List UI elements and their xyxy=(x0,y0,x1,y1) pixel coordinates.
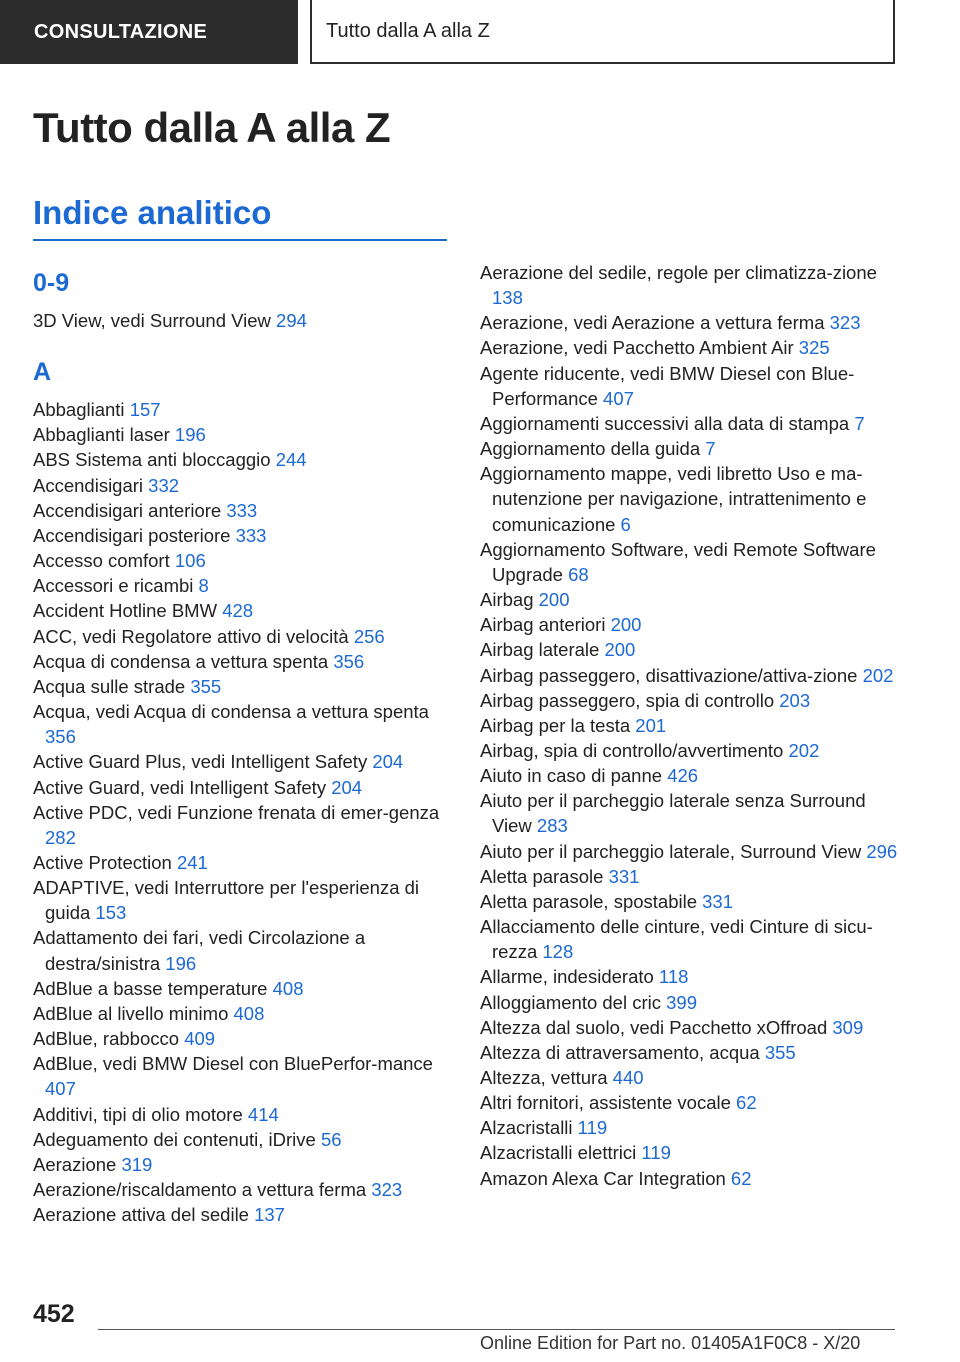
index-entry xyxy=(480,1166,900,1191)
index-entry-text: Aerazione, vedi Pacchetto Ambient Air xyxy=(480,337,794,359)
index-entry xyxy=(480,260,900,310)
index-entry-text: ABS Sistema anti bloccaggio xyxy=(33,449,271,471)
index-entry-page-link[interactable]: 137 xyxy=(254,1204,285,1226)
index-entry xyxy=(33,649,445,674)
index-entry-page-link[interactable]: 202 xyxy=(788,739,820,761)
index-entry-page-link[interactable]: 399 xyxy=(666,991,697,1013)
index-entry-text: Accident Hotline BMW xyxy=(33,600,218,622)
index-entry xyxy=(33,749,445,774)
index-entry-text: Aggiornamento Software, vedi Remote Software Upgrade xyxy=(480,538,876,585)
index-entry-text: Altri fornitori, assistente vocale xyxy=(480,1092,731,1114)
index-entry xyxy=(33,1102,445,1127)
index-entry-page-link[interactable]: 153 xyxy=(95,902,127,924)
index-entry-text: Allarme, indesiderato xyxy=(480,966,654,988)
index-entry-page-link[interactable]: 296 xyxy=(866,840,898,862)
index-entry-page-link[interactable]: 440 xyxy=(612,1067,644,1088)
index-entry-text: Active Guard Plus, vedi Intelligent Safety xyxy=(33,751,368,773)
index-entry xyxy=(480,587,900,612)
index-entry-text: Amazon Alexa Car Integration xyxy=(480,1167,726,1189)
index-entry-text: Accessori e ricambi xyxy=(33,575,194,597)
index-entry-page-link[interactable]: 119 xyxy=(641,1142,671,1164)
page-number: 452 xyxy=(33,1300,75,1328)
index-entry-page-link[interactable]: 200 xyxy=(610,614,642,636)
index-entry-page-link[interactable]: 128 xyxy=(542,941,574,963)
index-entry xyxy=(33,308,445,333)
index-entry xyxy=(480,335,900,360)
index-entry-text: Alzacristalli elettrici xyxy=(480,1142,637,1164)
index-entry xyxy=(33,850,445,875)
index-entry-page-link[interactable]: 333 xyxy=(226,499,258,521)
index-entry-page-link[interactable]: 204 xyxy=(331,776,363,798)
index-entry xyxy=(480,864,900,889)
index-entry-text: ACC, vedi Regolatore attivo di velocità xyxy=(33,625,349,647)
index-entry-page-link[interactable]: 414 xyxy=(247,1103,279,1125)
index-entry xyxy=(480,310,900,335)
index-entry-page-link[interactable]: 356 xyxy=(333,650,365,672)
index-entry-text: AdBlue a basse temperature xyxy=(33,977,268,999)
index-entry xyxy=(33,422,445,447)
index-entry-text: ADAPTIVE, vedi Interruttore per l'esperienza di guida xyxy=(33,877,420,924)
index-entry-text: Aerazione xyxy=(33,1153,117,1175)
index-entry-text: Airbag xyxy=(480,589,534,611)
index-entry xyxy=(480,688,900,713)
index-entry-page-link[interactable]: 426 xyxy=(667,765,699,787)
index-entry-page-link[interactable]: 408 xyxy=(272,977,304,999)
index-entry-text: Alloggiamento del cric xyxy=(480,991,661,1013)
index-entry-page-link[interactable]: 157 xyxy=(129,399,161,421)
index-entry-page-link[interactable]: 200 xyxy=(538,589,570,611)
index-entry xyxy=(480,1065,900,1090)
index-entry-page-link[interactable]: 119 xyxy=(577,1117,608,1139)
index-entry-text: Airbag laterale xyxy=(480,639,600,661)
index-entry xyxy=(33,397,445,422)
index-entry-text: Acqua sulle strade xyxy=(33,675,186,697)
index-entry xyxy=(33,976,445,1001)
index-entry xyxy=(33,1177,445,1202)
footer-divider xyxy=(98,1329,895,1330)
index-entry xyxy=(33,1152,445,1177)
index-entry-text: AdBlue, rabbocco xyxy=(33,1028,180,1050)
index-entry-text: Aggiornamento della guida xyxy=(480,438,701,460)
index-entry-page-link[interactable]: 106 xyxy=(174,550,206,572)
index-entry-text: Altezza di attraversamento, acqua xyxy=(480,1041,760,1063)
index-entry-page-link[interactable]: 333 xyxy=(235,524,267,546)
index-entry-text: Adeguamento dei contenuti, iDrive xyxy=(33,1128,316,1150)
subtitle-underline xyxy=(33,239,447,241)
index-entry xyxy=(480,537,900,587)
index-entry xyxy=(33,674,445,699)
index-entry-page-link[interactable]: 7 xyxy=(705,438,716,460)
section-heading: A xyxy=(33,358,52,387)
index-entry xyxy=(480,461,900,536)
index-entry-text: Airbag, spia di controllo/avvertimento xyxy=(480,739,784,761)
index-entry xyxy=(33,775,445,800)
index-entry xyxy=(480,839,900,864)
index-entry xyxy=(33,624,445,649)
index-entry-text: Aerazione attiva del sedile xyxy=(33,1204,249,1226)
index-entry-text: Abbaglianti xyxy=(33,399,125,421)
index-entry-page-link[interactable]: 62 xyxy=(730,1167,752,1189)
index-entry xyxy=(480,612,900,637)
index-entry-text: Aiuto in caso di panne xyxy=(480,765,663,787)
index-entry xyxy=(480,1115,900,1140)
index-entry xyxy=(480,411,900,436)
index-entry-text: Aiuto per il parcheggio laterale, Surround View xyxy=(480,840,862,862)
index-entry-page-link[interactable]: 8 xyxy=(198,575,209,597)
index-entry xyxy=(33,1127,445,1152)
index-entry-text: Adattamento dei fari, vedi Circolazione a destra/sinistra xyxy=(33,927,366,974)
index-entry xyxy=(33,548,445,573)
header-chapter-tab xyxy=(310,0,895,64)
index-entry-page-link[interactable]: 241 xyxy=(176,851,208,873)
index-entry xyxy=(33,523,445,548)
index-entry-text: Airbag per la testa xyxy=(480,714,631,736)
index-entry-page-link[interactable]: 323 xyxy=(829,312,861,334)
index-entry-page-link[interactable]: 138 xyxy=(492,287,523,309)
index-entry-page-link[interactable]: 200 xyxy=(604,639,636,661)
index-entry xyxy=(33,875,445,925)
index-entry-text: Acqua, vedi Acqua di condensa a vettura spenta xyxy=(33,701,429,723)
index-entry xyxy=(480,788,900,838)
index-entry xyxy=(480,1140,900,1165)
index-entry xyxy=(480,637,900,662)
index-entry-text: Aletta parasole, spostabile xyxy=(480,890,697,912)
header-section-label: CONSULTAZIONE xyxy=(34,20,208,43)
index-entry-page-link[interactable]: 196 xyxy=(165,952,197,974)
index-entry xyxy=(33,800,445,850)
index-entry-text: Active PDC, vedi Funzione frenata di emer-genza xyxy=(33,801,440,823)
index-entry-page-link[interactable]: 282 xyxy=(45,826,76,848)
index-entry xyxy=(480,1090,900,1115)
index-entry-page-link[interactable]: 428 xyxy=(222,600,254,622)
index-entry-page-link[interactable]: 294 xyxy=(276,310,307,331)
index-entry-text: Aerazione/riscaldamento a vettura ferma xyxy=(33,1179,367,1200)
index-entry-text: Accesso comfort xyxy=(33,550,170,572)
index-entry-text: Additivi, tipi di olio motore xyxy=(33,1103,243,1125)
index-entry-text: Accendisigari anteriore xyxy=(33,499,222,521)
index-entry-page-link[interactable]: 323 xyxy=(371,1179,403,1200)
index-entry-page-link[interactable]: 407 xyxy=(45,1078,76,1100)
index-entry-page-link[interactable]: 6 xyxy=(620,513,631,535)
index-entry-text: Altezza, vettura xyxy=(480,1067,608,1088)
index-entry-page-link[interactable]: 62 xyxy=(736,1092,757,1114)
index-entry xyxy=(480,361,900,411)
index-column-right xyxy=(480,260,900,1191)
index-entry xyxy=(33,925,445,975)
index-entry-page-link[interactable]: 309 xyxy=(832,1016,864,1038)
index-entry-text: Agente riducente, vedi BMW Diesel con Blue-Performance xyxy=(480,362,855,409)
index-entry-text: Aerazione del sedile, regole per climatizza-zione xyxy=(480,262,877,283)
index-entry xyxy=(480,713,900,738)
index-entry-page-link[interactable]: 56 xyxy=(320,1128,342,1150)
index-entry-text: Aerazione, vedi Aerazione a vettura ferma xyxy=(480,312,825,334)
index-entry-text: Active Protection xyxy=(33,851,172,873)
header-section-tab xyxy=(0,0,298,64)
index-entry xyxy=(480,889,900,914)
index-entry xyxy=(33,1001,445,1026)
section-heading: 0-9 xyxy=(33,269,70,297)
index-entry-text: Alzacristalli xyxy=(480,1117,573,1139)
index-entry-page-link[interactable]: 283 xyxy=(536,815,568,837)
index-entry-text: Aiuto per il parcheggio laterale senza Surround View xyxy=(480,790,866,837)
index-entry-text: Altezza dal suolo, vedi Pacchetto xOffroad xyxy=(480,1016,828,1038)
index-entry-page-link[interactable]: 332 xyxy=(148,474,180,496)
index-entry xyxy=(33,447,445,472)
index-entry-text: 3D View, vedi Surround View xyxy=(33,310,271,331)
index-entry-page-link[interactable]: 331 xyxy=(608,865,640,887)
index-entry-page-link[interactable]: 319 xyxy=(121,1153,153,1175)
index-entry xyxy=(480,964,900,989)
index-entry-page-link[interactable]: 203 xyxy=(779,689,811,711)
index-entry-page-link[interactable]: 68 xyxy=(568,563,589,585)
index-entry xyxy=(480,1040,900,1065)
index-entry-page-link[interactable]: 196 xyxy=(174,424,206,446)
header-chapter-label: Tutto dalla A alla Z xyxy=(326,19,490,42)
index-entry-text: Acqua di condensa a vettura spenta xyxy=(33,650,329,672)
index-entry xyxy=(33,498,445,523)
index-entry xyxy=(33,573,445,598)
index-entry xyxy=(480,914,900,964)
index-entry-text: Active Guard, vedi Intelligent Safety xyxy=(33,776,327,798)
index-entry-text: AdBlue al livello minimo xyxy=(33,1002,229,1024)
index-entry-text: Aletta parasole xyxy=(480,865,604,887)
index-entry-page-link[interactable]: 204 xyxy=(372,751,404,773)
index-entry-page-link[interactable]: 201 xyxy=(635,714,667,736)
index-entry-page-link[interactable]: 355 xyxy=(190,675,222,697)
index-entry-page-link[interactable]: 355 xyxy=(764,1041,796,1063)
index-entry-text: Aggiornamento mappe, vedi libretto Uso e ma-nutenzione per navigazione, intrattenimento e comunicazione xyxy=(480,463,867,535)
index-entry-page-link[interactable]: 409 xyxy=(184,1028,216,1050)
index-entry xyxy=(480,990,900,1015)
index-entry-page-link[interactable]: 256 xyxy=(353,625,385,647)
page-title: Tutto dalla A alla Z xyxy=(33,104,391,151)
index-entry-text: Aggiornamenti successivi alla data di stampa xyxy=(480,412,850,434)
index-entry-page-link[interactable]: 118 xyxy=(658,966,689,988)
index-entry xyxy=(480,663,900,688)
index-entry-text: AdBlue, vedi BMW Diesel con BluePerfor-mance xyxy=(33,1053,433,1075)
index-entry xyxy=(480,436,900,461)
index-entry-text: Airbag passeggero, spia di controllo xyxy=(480,689,775,711)
index-entry xyxy=(480,1015,900,1040)
index-entry xyxy=(33,699,445,749)
index-entry-page-link[interactable]: 356 xyxy=(45,726,76,748)
footer-edition: Online Edition for Part no. 01405A1F0C8 - X/20 xyxy=(480,1333,861,1353)
index-entry-text: Accendisigari xyxy=(33,474,144,496)
index-entry-text: Abbaglianti laser xyxy=(33,424,170,446)
index-entry-page-link[interactable]: 325 xyxy=(798,337,830,359)
index-entry-page-link[interactable]: 408 xyxy=(233,1002,265,1024)
index-entry xyxy=(33,1026,445,1051)
index-entry-page-link[interactable]: 407 xyxy=(603,387,634,409)
index-entry-page-link[interactable]: 7 xyxy=(854,412,865,434)
index-entry xyxy=(33,473,445,498)
index-entry-text: Accendisigari posteriore xyxy=(33,524,231,546)
index-entry-text: Airbag passeggero, disattivazione/attiva-zione xyxy=(480,664,858,686)
index-entry xyxy=(33,1051,445,1101)
index-entry-page-link[interactable]: 202 xyxy=(862,664,894,686)
index-column-left xyxy=(33,250,445,1227)
index-entry-page-link[interactable]: 244 xyxy=(275,449,307,471)
index-entry xyxy=(480,738,900,763)
index-entry xyxy=(480,763,900,788)
index-entry xyxy=(33,1202,445,1227)
index-entry-page-link[interactable]: 331 xyxy=(702,890,734,912)
index-entry xyxy=(33,598,445,623)
index-entry-text: Allacciamento delle cinture, vedi Cinture di sicu-rezza xyxy=(480,916,873,963)
index-entry-text: Airbag anteriori xyxy=(480,614,606,636)
page-subtitle: Indice analitico xyxy=(33,194,272,231)
